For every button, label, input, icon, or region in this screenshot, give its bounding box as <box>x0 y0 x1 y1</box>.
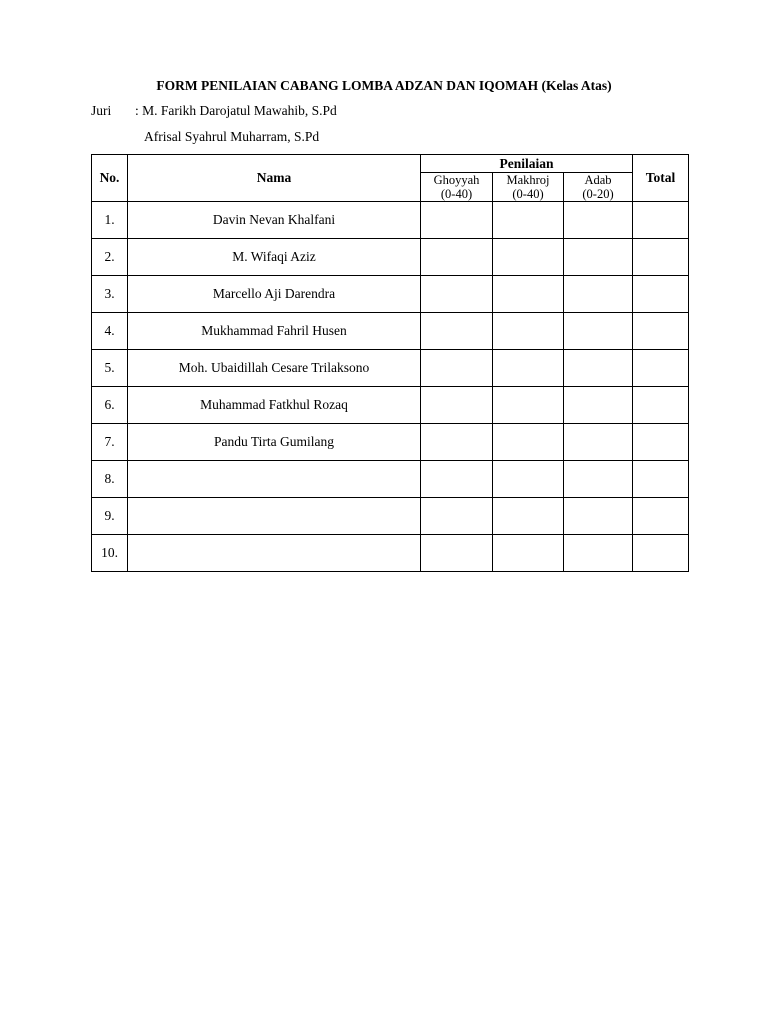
header-adab-label: Adab <box>584 173 612 187</box>
makhroj-score-cell[interactable] <box>493 498 564 535</box>
row-number: 7. <box>92 424 128 461</box>
header-makhroj <box>493 173 564 202</box>
table-row <box>92 313 689 350</box>
adab-score-cell[interactable] <box>564 202 633 239</box>
header-ghoyyah <box>421 173 493 202</box>
header-makhroj-range: (0-40) <box>512 187 544 201</box>
ghoyyah-score-cell[interactable] <box>421 202 493 239</box>
total-score-cell[interactable] <box>633 239 689 276</box>
ghoyyah-score-cell[interactable] <box>421 239 493 276</box>
makhroj-score-cell[interactable] <box>493 461 564 498</box>
table-row <box>92 461 689 498</box>
makhroj-score-cell[interactable] <box>493 535 564 572</box>
header-adab-range: (0-20) <box>582 187 614 201</box>
row-name[interactable] <box>128 498 421 535</box>
row-number: 8. <box>92 461 128 498</box>
header-total: Total <box>633 155 689 202</box>
table-row <box>92 535 689 572</box>
row-name: Davin Nevan Khalfani <box>128 202 421 239</box>
makhroj-score-cell[interactable] <box>493 424 564 461</box>
row-name: M. Wifaqi Aziz <box>128 239 421 276</box>
table-row <box>92 387 689 424</box>
row-number: 9. <box>92 498 128 535</box>
ghoyyah-score-cell[interactable] <box>421 387 493 424</box>
row-name: Mukhammad Fahril Husen <box>128 313 421 350</box>
total-score-cell[interactable] <box>633 202 689 239</box>
total-score-cell[interactable] <box>633 424 689 461</box>
total-score-cell[interactable] <box>633 276 689 313</box>
juri-label: Juri <box>91 103 112 118</box>
adab-score-cell[interactable] <box>564 239 633 276</box>
header-no: No. <box>92 155 128 202</box>
adab-score-cell[interactable] <box>564 535 633 572</box>
row-name[interactable] <box>128 461 421 498</box>
table-row <box>92 202 689 239</box>
adab-score-cell[interactable] <box>564 313 633 350</box>
adab-score-cell[interactable] <box>564 350 633 387</box>
total-score-cell[interactable] <box>633 387 689 424</box>
row-number: 2. <box>92 239 128 276</box>
ghoyyah-score-cell[interactable] <box>421 424 493 461</box>
form-title: FORM PENILAIAN CABANG LOMBA ADZAN DAN IQOMAH (Kelas Atas) <box>156 78 612 93</box>
ghoyyah-score-cell[interactable] <box>421 498 493 535</box>
adab-score-cell[interactable] <box>564 461 633 498</box>
juri-name-2: Afrisal Syahrul Muharram, S.Pd <box>144 129 320 144</box>
juri-name-1: : M. Farikh Darojatul Mawahib, S.Pd <box>135 103 337 118</box>
row-name: Moh. Ubaidillah Cesare Trilaksono <box>128 350 421 387</box>
row-number: 10. <box>92 535 128 572</box>
table-row <box>92 276 689 313</box>
ghoyyah-score-cell[interactable] <box>421 276 493 313</box>
header-ghoyyah-range: (0-40) <box>440 187 473 201</box>
makhroj-score-cell[interactable] <box>493 350 564 387</box>
total-score-cell[interactable] <box>633 535 689 572</box>
row-name: Marcello Aji Darendra <box>128 276 421 313</box>
table-row <box>92 350 689 387</box>
ghoyyah-score-cell[interactable] <box>421 350 493 387</box>
total-score-cell[interactable] <box>633 350 689 387</box>
ghoyyah-score-cell[interactable] <box>421 313 493 350</box>
header-adab <box>564 173 633 202</box>
makhroj-score-cell[interactable] <box>493 202 564 239</box>
total-score-cell[interactable] <box>633 313 689 350</box>
makhroj-score-cell[interactable] <box>493 239 564 276</box>
ghoyyah-score-cell[interactable] <box>421 535 493 572</box>
row-name[interactable] <box>128 535 421 572</box>
table-row <box>92 239 689 276</box>
adab-score-cell[interactable] <box>564 498 633 535</box>
total-score-cell[interactable] <box>633 498 689 535</box>
row-number: 5. <box>92 350 128 387</box>
table-row <box>92 424 689 461</box>
score-table <box>91 154 689 572</box>
adab-score-cell[interactable] <box>564 387 633 424</box>
adab-score-cell[interactable] <box>564 276 633 313</box>
makhroj-score-cell[interactable] <box>493 276 564 313</box>
row-number: 6. <box>92 387 128 424</box>
header-ghoyyah-label: Ghoyyah <box>433 173 480 187</box>
row-number: 1. <box>92 202 128 239</box>
header-nama: Nama <box>128 155 421 202</box>
ghoyyah-score-cell[interactable] <box>421 461 493 498</box>
makhroj-score-cell[interactable] <box>493 313 564 350</box>
row-name: Pandu Tirta Gumilang <box>128 424 421 461</box>
row-number: 3. <box>92 276 128 313</box>
header-penilaian: Penilaian <box>421 155 633 173</box>
makhroj-score-cell[interactable] <box>493 387 564 424</box>
table-row <box>92 498 689 535</box>
header-makhroj-label: Makhroj <box>506 173 550 187</box>
adab-score-cell[interactable] <box>564 424 633 461</box>
row-number: 4. <box>92 313 128 350</box>
row-name: Muhammad Fatkhul Rozaq <box>128 387 421 424</box>
total-score-cell[interactable] <box>633 461 689 498</box>
